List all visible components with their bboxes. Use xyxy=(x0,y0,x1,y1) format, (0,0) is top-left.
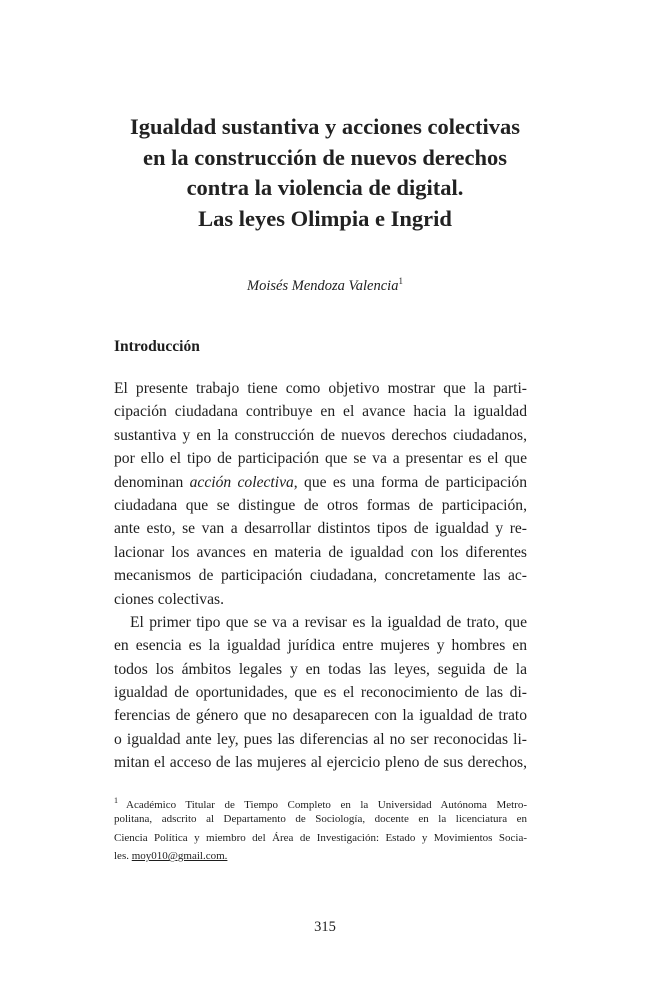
text-line xyxy=(114,471,527,494)
title-line: contra la violencia de digital. xyxy=(186,175,464,200)
footnote-marker: 1 xyxy=(114,796,118,805)
text-line: ferencias de género que no desaparecen con la igualdad de trato xyxy=(114,707,527,725)
text-line: o igualdad ante ley, pues las diferencias al no ser reconocidas li- xyxy=(114,730,527,748)
author-name: Moisés Mendoza Valencia xyxy=(247,278,399,294)
page-number: 315 xyxy=(314,919,336,935)
emphasized-term: acción colectiva xyxy=(189,473,294,491)
title-line: Las leyes Olimpia e Ingrid xyxy=(198,205,452,231)
author-byline xyxy=(0,272,650,295)
text-line: igualdad de oportunidades, que es el reconocimiento de las di- xyxy=(114,684,527,702)
text-line: por ello el tipo de participación que se va a presentar es el que xyxy=(114,450,527,468)
text-line: lacionar los avances en materia de igualdad con los diferentes xyxy=(114,543,527,561)
footnote xyxy=(114,792,527,866)
text-fragment: les. xyxy=(114,850,132,863)
email-link[interactable]: moy010@gmail.com. xyxy=(131,850,228,863)
footnote-line: Ciencia Política y miembro del Área de Investigación: Estado y Movimientos Socia- xyxy=(114,831,527,844)
text-fragment: Académico Titular de Tiempo Completo en la Universidad Autónoma Metro- xyxy=(126,799,527,811)
article-title xyxy=(100,112,550,234)
body-text xyxy=(114,377,527,775)
text-line: sustantiva y en la construcción de nuevos derechos ciudadanos, xyxy=(114,426,527,444)
title-line: Igualdad sustantiva y acciones colectivas xyxy=(129,114,520,139)
text-line: ciones colectivas. xyxy=(114,590,224,608)
footnote-line xyxy=(114,792,527,810)
text-line: todos los ámbitos legales y en todas las leyes, seguida de la xyxy=(114,660,527,678)
text-fragment: , que es una forma de participación xyxy=(293,473,528,491)
text-fragment: denominan xyxy=(114,473,190,491)
footnote-line xyxy=(114,847,527,865)
text-line: mitan el acceso de las mujeres al ejercicio pleno de sus derechos, xyxy=(114,754,527,772)
text-line: mecanismos de participación ciudadana, concretamente las ac- xyxy=(114,567,527,585)
text-line: ciudadana que se distingue de otros formas de participación, xyxy=(114,496,527,514)
text-line: cipación ciudadana contribuye en el avance hacia la igualdad xyxy=(114,403,527,421)
title-line: en la construcción de nuevos derechos xyxy=(143,144,507,170)
author-footnote-marker: 1 xyxy=(398,276,403,286)
text-line: El presente trabajo tiene como objetivo mostrar que la parti- xyxy=(114,380,527,397)
footnote-line: politana, adscrito al Departamento de Sociología, docente en la licenciatura en xyxy=(114,813,527,826)
text-line: en esencia es la igualdad jurídica entre mujeres y hombres en xyxy=(114,637,527,655)
text-line: El primer tipo que se va a revisar es la igualdad de trato, que xyxy=(130,613,527,631)
section-heading: Introducción xyxy=(114,338,200,355)
text-line: ante esto, se van a desarrollar distintos tipos de igualdad y re- xyxy=(114,520,527,538)
